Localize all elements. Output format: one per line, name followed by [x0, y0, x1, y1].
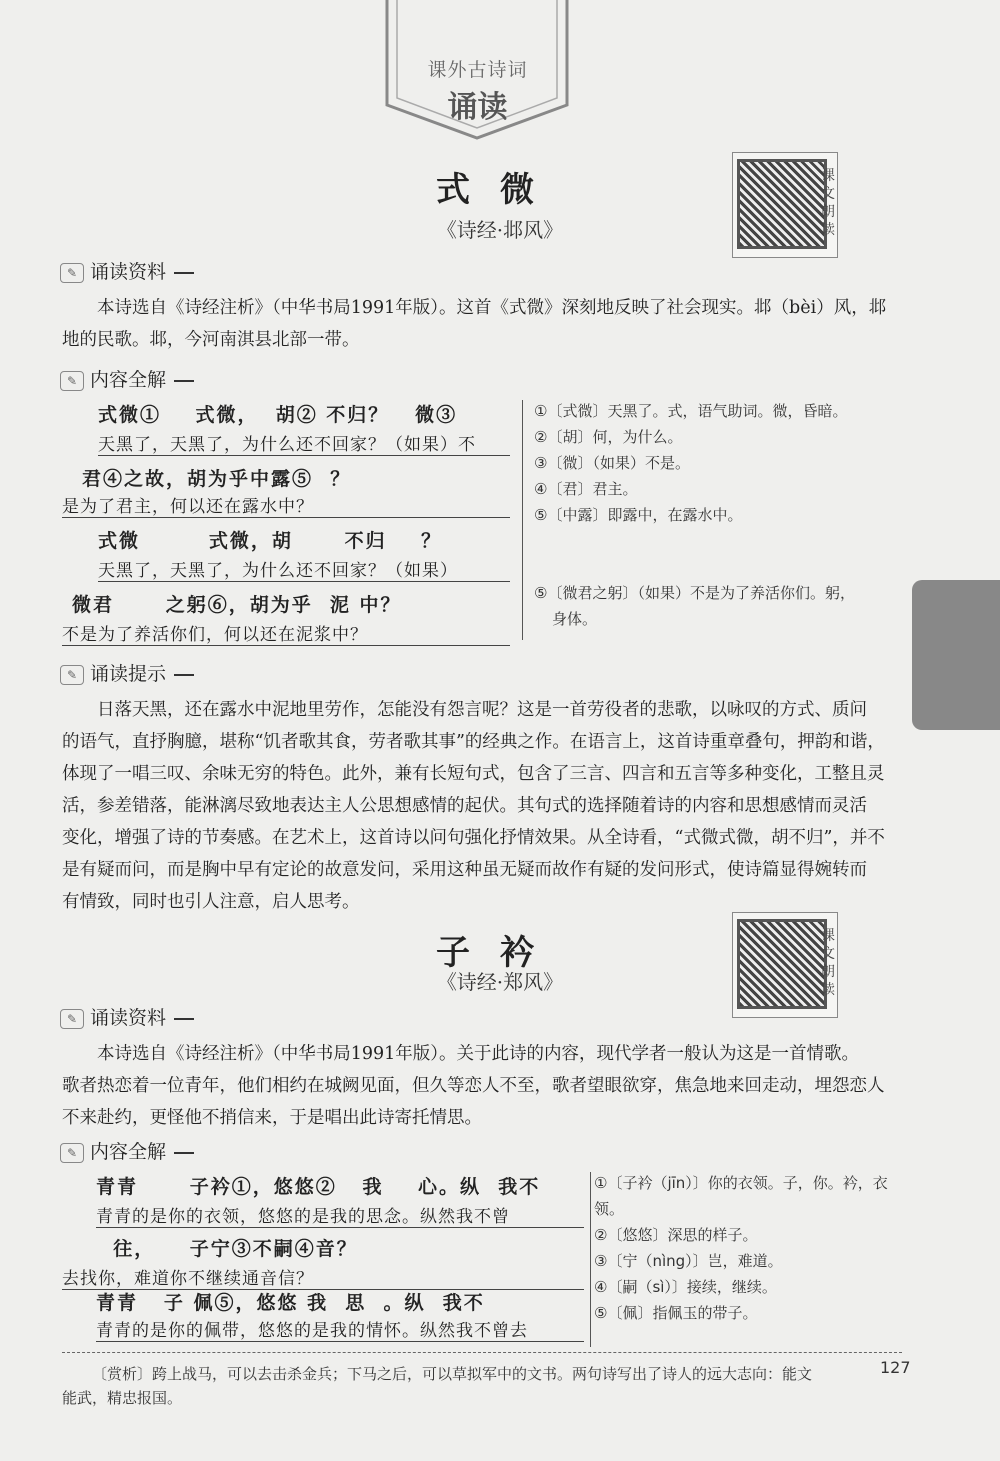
note-item: ①〔子衿（jīn）〕你的衣领。子，你。衿，衣领。: [594, 1174, 888, 1218]
qr-label: 课文朗读: [821, 168, 835, 238]
footer-line: 能武，精忠报国。: [62, 1389, 183, 1407]
translation-line: 去找你，难道你不继续通音信？: [62, 1264, 584, 1290]
note-item: ⑤〔佩〕指佩玉的带子。: [594, 1304, 758, 1322]
original-line: 青青 子衿①，悠悠② 我 心。纵 我不: [96, 1176, 541, 1198]
translation-line: 青青的是你的衣领，悠悠的是我的思念。纵然我不曾: [96, 1202, 584, 1228]
note-item: ④〔嗣（sì）〕接续，继续。: [594, 1278, 777, 1296]
material-text: [62, 1038, 910, 1134]
qr-pattern: [737, 159, 827, 249]
tips-text: [62, 694, 910, 918]
text-line: 的语气，直抒胸臆，堪称“饥者歌其食，劳者歌其事”的经典之作。在语言上，这首诗重章叠句，押韵和谐，: [62, 732, 885, 752]
poem2-title: 子衿: [436, 933, 564, 973]
text-line: 有情致，同时也引人注意，启人思考。: [62, 892, 360, 912]
text-line: 变化，增强了诗的节奏感。在艺术上，这首诗以问句强化抒情效果。从全诗看，“式微式微，胡不归”，并不: [62, 828, 885, 848]
translation-line: 不是为了养活你们，何以还在泥浆中？: [62, 620, 510, 646]
badge-line1: 课外古诗词: [427, 59, 528, 81]
text-line: 日落天黑，还在露水中泥地里劳作，怎能没有怨言呢？这是一首劳役者的悲歌，以咏叹的方式、质问: [97, 700, 867, 720]
poem1-source: 《诗经·邶风》: [436, 218, 564, 242]
section-icon: ✎: [60, 1009, 84, 1029]
notes-2: [594, 1170, 904, 1326]
translation-line: 天黑了，天黑了，为什么还不回家？（如果）: [98, 556, 510, 582]
divider: [590, 1172, 591, 1347]
section-badge: [385, 0, 570, 140]
qr-label: 课文朗读: [821, 928, 835, 998]
text-line: 本诗选自《诗经注析》（中华书局1991年版）。关于此诗的内容，现代学者一般认为这是一首情歌。: [97, 1044, 860, 1064]
section-heading: ✎ 诵读资料: [60, 1004, 194, 1032]
text-line: 不来赴约，更怪他不捎信来，于是唱出此诗寄托情思。: [62, 1108, 482, 1128]
original-line: 式微① 式微， 胡② 不归？ 微③: [98, 404, 458, 426]
section-heading: ✎ 诵读资料: [60, 258, 194, 286]
text-line: 是有疑而问，而是胸中早有定论的故意发问，采用这种虽无疑而故作有疑的发问形式，使诗篇显得婉转而: [62, 860, 867, 880]
note-item: ①〔式微〕天黑了。式，语气助词。微，昏暗。: [534, 402, 848, 420]
note-item: ③〔微〕（如果）不是。: [534, 454, 690, 472]
badge-line2: 诵读: [447, 90, 508, 125]
section-heading: ✎ 内容全解: [60, 366, 194, 394]
note-item: ③〔宁（nìng）〕岂，难道。: [594, 1252, 783, 1270]
qr-pattern: [737, 919, 827, 1009]
notes-1: [534, 398, 904, 632]
note-item: ④〔君〕君主。: [534, 480, 638, 498]
text-line: 活，参差错落，能淋漓尽致地表达主人公思想感情的起伏。其句式的选择随着诗的内容和思想感情而灵活: [62, 796, 867, 816]
section-heading: ✎ 诵读提示: [60, 660, 194, 688]
note-item: ②〔悠悠〕深思的样子。: [594, 1226, 758, 1244]
original-line: 式微 式微，胡 不归 ？: [98, 530, 443, 552]
section-icon: ✎: [60, 263, 84, 283]
footer-line: 〔赏析〕跨上战马，可以去击杀金兵；下马之后，可以草拟军中的文书。两句诗写出了诗人的远大志向：能文: [92, 1365, 813, 1383]
footer-rule: [62, 1352, 902, 1353]
original-line: 青青 子 佩⑤，悠悠 我 思 。纵 我不: [96, 1292, 485, 1314]
original-line: 往， 子宁③不嗣④音？: [96, 1238, 358, 1260]
qr-code-2[interactable]: [732, 912, 838, 1018]
original-line: 微君 之躬⑥，胡为乎 泥 中？: [72, 594, 402, 616]
text-line: 歌者热恋着一位青年，他们相约在城阙见面，但久等恋人不至，歌者望眼欲穿，焦急地来回走动，埋怨恋人: [62, 1076, 885, 1096]
section-icon: ✎: [60, 665, 84, 685]
section-icon: ✎: [60, 1143, 84, 1163]
translation-line: 天黑了，天黑了，为什么还不回家？（如果）不: [98, 430, 510, 456]
note-item: ②〔胡〕何，为什么。: [534, 428, 683, 446]
translation-line: 青青的是你的佩带，悠悠的是我的情怀。纵然我不曾去: [96, 1316, 584, 1342]
poem2-source: 《诗经·郑风》: [436, 970, 564, 994]
divider: [522, 400, 523, 640]
text-line: 体现了一唱三叹、余味无穷的特色。此外，兼有长短句式，包含了三言、四言和五言等多种变化，工整且灵: [62, 764, 885, 784]
section-heading: ✎ 内容全解: [60, 1138, 194, 1166]
text-line: 地的民歌。邶，今河南淇县北部一带。: [62, 330, 360, 350]
text-line: 本诗选自《诗经注析》（中华书局1991年版）。这首《式微》深刻地反映了社会现实。邶（bèi）风，邶: [97, 298, 887, 318]
section-icon: ✎: [60, 371, 84, 391]
poem1-title: 式微: [436, 170, 564, 210]
note-item: ⑤〔微君之躬〕（如果）不是为了养活你们。躬，: [534, 584, 855, 602]
page-number: 127: [880, 1358, 911, 1377]
original-line: 君④之故，胡为乎中露⑤ ？: [82, 468, 352, 490]
translation-line: 是为了君主，何以还在露水中？: [62, 492, 510, 518]
note-item: ⑤〔中露〕即露中，在露水中。: [534, 506, 743, 524]
material-text: [62, 292, 910, 356]
chapter-side-tab: [912, 580, 1000, 730]
note-item: 身体。: [552, 610, 598, 628]
qr-code-1[interactable]: [732, 152, 838, 258]
footer-text: [62, 1362, 832, 1410]
